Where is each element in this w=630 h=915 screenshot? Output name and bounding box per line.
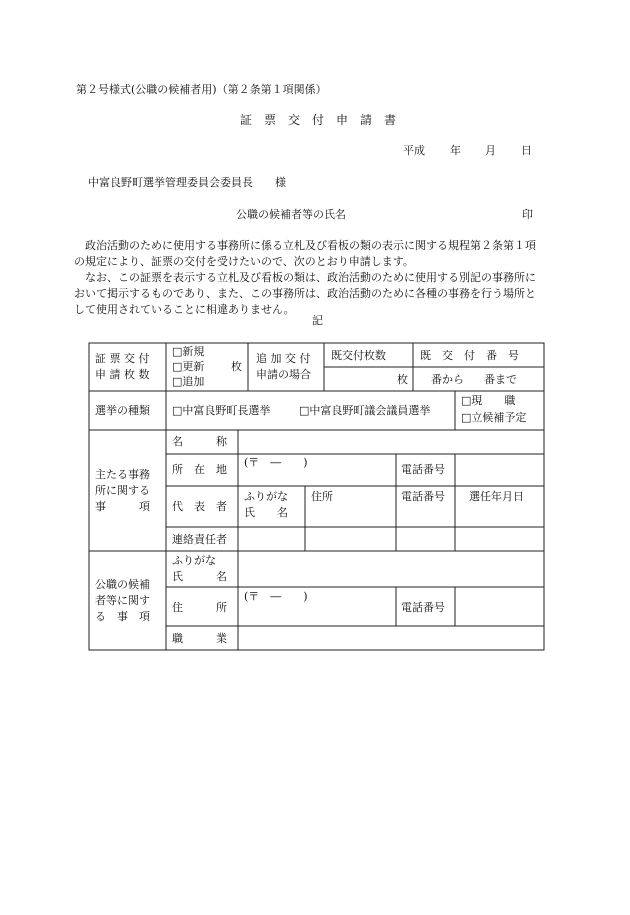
rep-phone-label: 電話番号 <box>401 490 445 503</box>
applicant-name-label: 公職の候補者等の氏名 <box>236 208 346 221</box>
candidate-postal: (〒 ― ) <box>244 590 308 603</box>
body-paragraph-2: なお、この証票を表示する立札及び看板の類は、政治活動のために使用する別記の事務所において掲示するものであり、また、この事務所は、政治活動のために各種の事務を行う場所として使用されていることに相違ありません。 <box>74 271 536 316</box>
candidate-section-label-1: 公職の候補 <box>95 578 150 591</box>
candidate-address-label: 住 所 <box>172 601 227 614</box>
checkbox-add[interactable]: □追加 <box>172 375 205 388</box>
issued-number-label: 既 交 付 番 号 <box>420 349 519 362</box>
office-section-label-2: 所に関する <box>95 484 150 497</box>
page-title: 証 票 交 付 申 請 書 <box>240 113 397 127</box>
number-to: 番まで <box>484 373 517 386</box>
request-count-label-1: 証 票 交 付 <box>95 352 150 365</box>
office-section-label-3: 事 項 <box>95 500 150 513</box>
ki-label: 記 <box>312 314 323 327</box>
additional-label-2: 申請の場合 <box>256 368 311 381</box>
checkbox-council-election[interactable]: □中富良野町議会議員選挙 <box>299 404 431 417</box>
date-month: 月 <box>485 144 496 157</box>
representative-label: 代 表 者 <box>172 500 227 513</box>
addressee: 中富良野町選挙管理委員会委員長 様 <box>88 176 286 189</box>
office-section-label-1: 主たる事務 <box>95 468 150 481</box>
candidate-section-label-2: 者等に関す <box>95 594 150 607</box>
office-postal: (〒 ― ) <box>244 456 308 469</box>
candidate-furigana-label: ふりがな <box>172 554 216 567</box>
additional-label-1: 追 加 交 付 <box>256 352 311 365</box>
elected-date-label: 選任年月日 <box>469 490 524 503</box>
date-era: 平成 <box>403 144 425 157</box>
checkbox-renew[interactable]: □更新 <box>172 360 205 373</box>
body-paragraph-1: 政治活動のために使用する事務所に係る立札及び看板の類の表示に関する規程第２条第１項の規定により、証票の交付を受けたいので、次のとおり申請します。 <box>74 239 536 268</box>
seal-mark: 印 <box>522 208 533 221</box>
office-name-label: 名 称 <box>172 435 227 448</box>
date-day: 日 <box>521 144 532 157</box>
count-unit: 枚 <box>231 360 242 373</box>
rep-address-label: 住所 <box>311 490 333 503</box>
issued-count-unit: 枚 <box>397 373 408 386</box>
checkbox-incumbent[interactable]: □現 職 <box>461 394 516 407</box>
election-type-label: 選挙の種類 <box>95 404 150 417</box>
candidate-name-label: 氏 名 <box>172 570 227 583</box>
candidate-section-label-3: る 事 項 <box>95 610 150 623</box>
checkbox-mayor-election[interactable]: □中富良野町長選挙 <box>172 404 271 417</box>
office-phone-label: 電話番号 <box>401 463 445 476</box>
rep-furigana-label: ふりがな <box>244 490 288 503</box>
candidate-phone-label: 電話番号 <box>401 601 445 614</box>
candidate-occupation-label: 職 業 <box>172 632 227 645</box>
checkbox-new[interactable]: □新規 <box>172 345 205 358</box>
form-label: 第２号様式(公職の候補者用)（第２条第１項関係） <box>76 83 327 96</box>
contact-person-label: 連絡責任者 <box>172 533 227 546</box>
checkbox-candidate[interactable]: □立候補予定 <box>461 411 527 424</box>
request-count-label-2: 申 請 枚 数 <box>95 368 150 381</box>
office-location-label: 所 在 地 <box>172 463 227 476</box>
number-from: 番から <box>431 373 464 386</box>
date-year: 年 <box>450 144 461 157</box>
rep-name-label: 氏 名 <box>244 506 288 519</box>
issued-count-label: 既交付枚数 <box>331 349 386 362</box>
